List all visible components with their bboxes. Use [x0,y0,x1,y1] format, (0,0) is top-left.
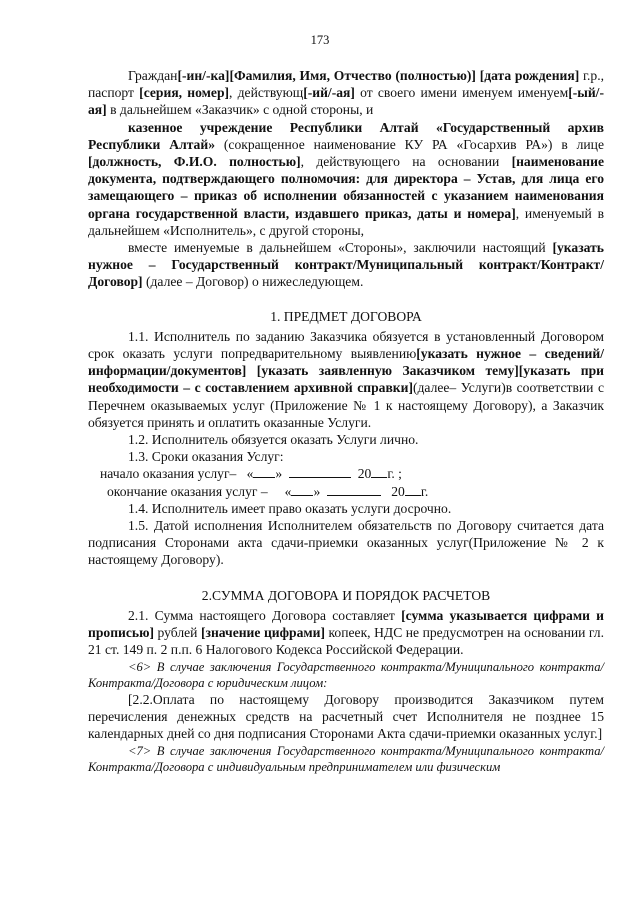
clause-1-2: 1.2. Исполнитель обязуется оказать Услуги лично. [128,432,419,448]
clause-1-3: 1.3. Сроки оказания Услуг: [128,449,284,465]
start-month-blank[interactable] [289,466,351,478]
intro-paragraph-customer: Граждан[-ин/-ка][Фамилия, Имя, Отчество (полностью)] [дата рождения] г.р., паспорт [серия, номер], действующ[-ий/-ая] от своего имени именуем именуем[-ый/-ая] в дальнейшем «Заказчик» с одной стороны, и [88,68,604,118]
start-year-blank[interactable] [371,466,387,478]
start-day-blank[interactable] [253,466,275,478]
end-year-blank[interactable] [405,484,421,496]
end-month-blank[interactable] [327,484,381,496]
intro-paragraph-contractor: казенное учреждение Республики Алтай «Государственный архив Республики Алтай» (сокращенное наименование КУ РА «Госархив РА») в лице [должность, Ф.И.О. полностью], действующего на основании [наименование документа, подтверждающего полномочия: для директора – Устав, для лица его замещающего – приказ об исполнении обязанностей с указанием наименования органа государственной власти, издавшего приказ, даты и номера], именуемый в дальнейшем «Исполнитель», с другой стороны, [88,119,604,238]
clause-2-2: [2.2.Оплата по настоящему Договору производится Заказчиком путем перечисления денежных средств на расчетный счет Исполнителя не позднее 15 календарных дней со дня подписания Сторонами Акта сдачи-приемки оказанных услуг.] [88,691,604,742]
clause-1-5: 1.5. Датой исполнения Исполнителем обязательств по Договору считается дата подписания Сторонами акта сдачи-приемки оказанных услуг(Приложение № 2 к настоящему Договору). [88,518,604,568]
page-number: 173 [310,33,330,47]
document-body [88,67,604,775]
note-6: <6> В случае заключения Государственного контракта/Муниципального контракта/Контракта/Договора с юридическим лицом: [88,659,604,690]
service-start-line: начало оказания услуг– « » 20 г. ; [100,466,402,482]
clause-2-1: 2.1. Сумма настоящего Договора составляет [сумма указывается цифрами и прописью] рублей [значение цифрами] копеек, НДС не предусмотрен на основании гл. 21 ст. 149 п. 2 п.п. 6 Налогового Кодекса Российской Федерации. [88,607,604,658]
clause-1-1: 1.1. Исполнитель по заданию Заказчика обязуется в установленный Договором срок оказать услуги попредварительному выявлению[указать нужное – сведений/информации/документов] [указать заявленную Заказчиком тему][указать при необходимости – с составлением архивной справки](далее– Услуги)в соответствии с Перечнем оказываемых услуг (Приложение № 1 к настоящему Договору), а Заказчик обязуется принять и оплатить оказанные Услуги. [88,328,605,430]
note-7: <7> В случае заключения Государственного контракта/Муниципального контракта/Контракта/Договора с индивидуальным предпринимателем или физическим [88,743,604,774]
intro-paragraph-parties: вместе именуемые в дальнейшем «Стороны», заключили настоящий [указать нужное – Государственный контракт/Муниципальный контракт/Контракт/Договор] (далее – Договор) о нижеследующем. [88,240,604,290]
service-end-line: окончание оказания услуг – « » 20 г. [107,483,429,499]
clause-1-4: 1.4. Исполнитель имеет право оказать услуги досрочно. [128,500,452,516]
section-2-title: 2.СУММА ДОГОВОРА И ПОРЯДОК РАСЧЕТОВ [201,587,491,603]
end-day-blank[interactable] [291,484,313,496]
section-1-title: 1. ПРЕДМЕТ ДОГОВОРА [270,308,422,324]
